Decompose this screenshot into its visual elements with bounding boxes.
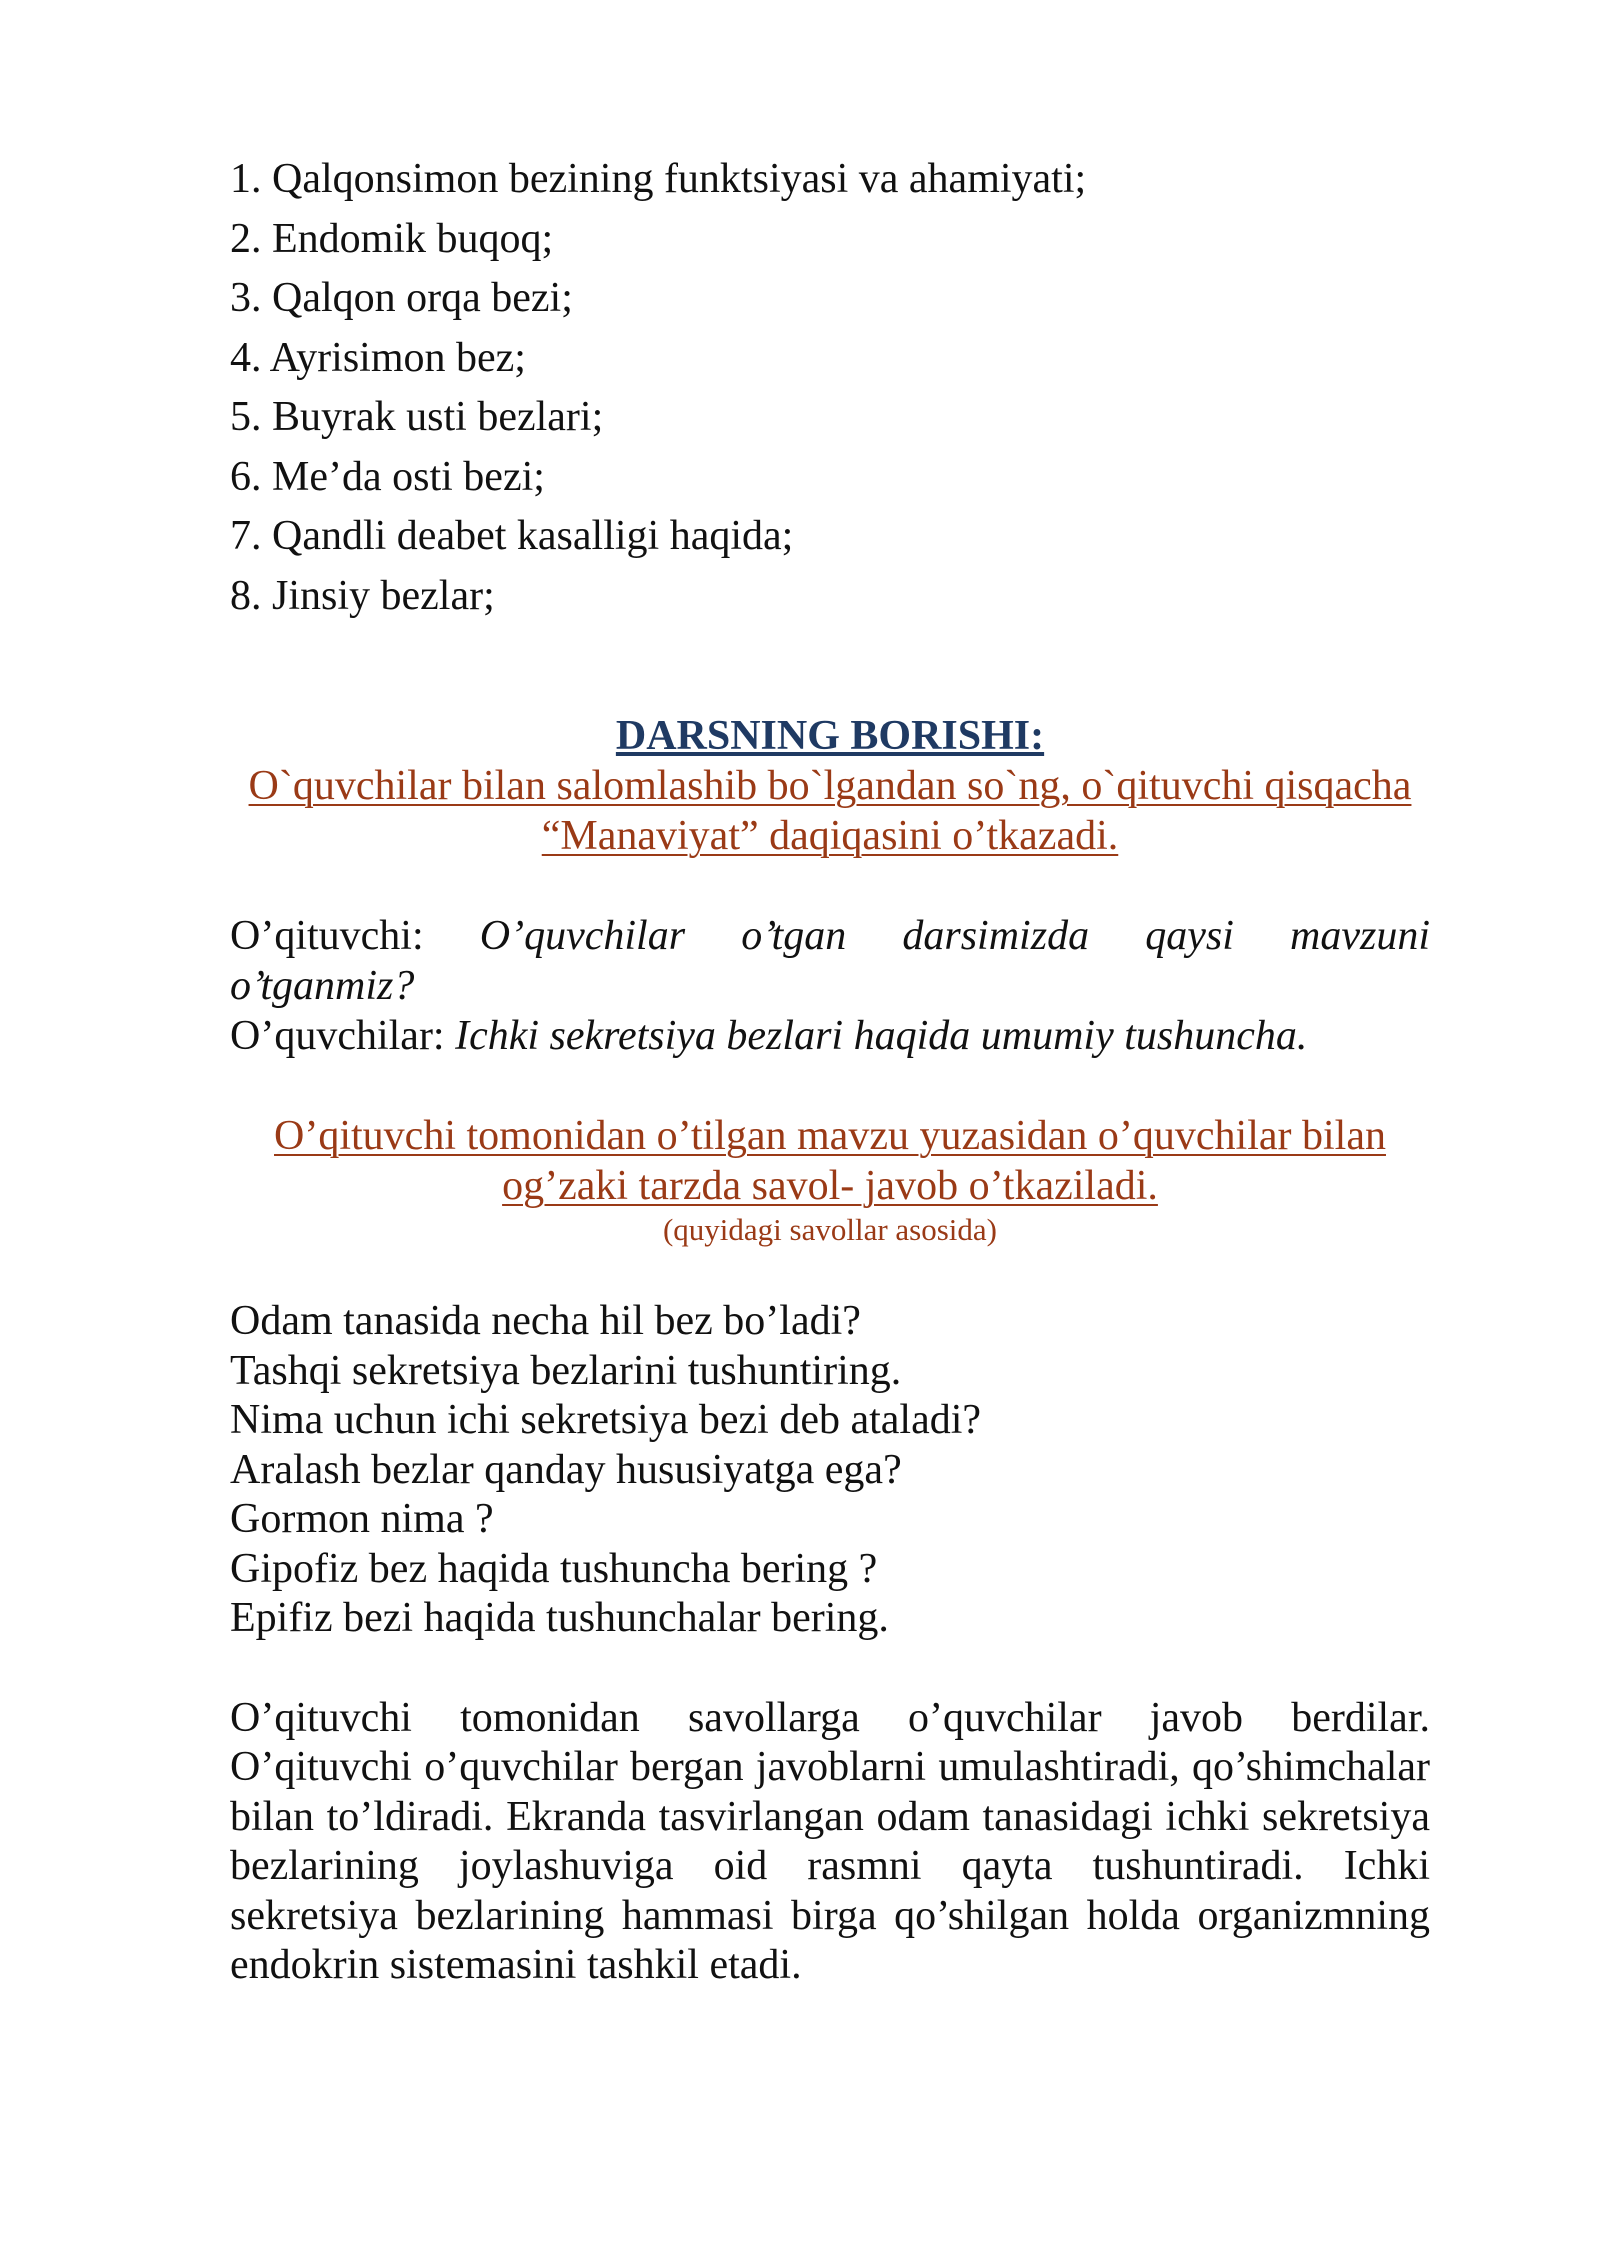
qa-note-line-1: O’qituvchi tomonidan o’tilgan mavzu yuzasidan o’quvchilar bilan bbox=[274, 1113, 1386, 1159]
topic-item-5: 5. Buyrak usti bezlari; bbox=[230, 394, 604, 440]
qa-note-line-2: og’zaki tarzda savol- javob o’tkaziladi. bbox=[502, 1163, 1158, 1209]
teacher-word: O’quvchilar bbox=[479, 913, 686, 959]
topic-item-6: 6. Me’da osti bezi; bbox=[230, 453, 545, 500]
topic-item-1: 1. Qalqonsimon bezining funktsiyasi va ahamiyati; bbox=[230, 156, 1087, 202]
dialog-block bbox=[230, 911, 1430, 1061]
intro-note-line-2: “Manaviyat” daqiqasini o’tkazadi. bbox=[541, 813, 1119, 859]
question-item-5: Gormon nima ? bbox=[230, 1496, 494, 1542]
closing-paragraph: O’qituvchi tomonidan savollarga o’quvchilar javob berdilar. O’qituvchi o’quvchilar bergan javoblarni umulashtiradi, qo’shimchalar bilan to’ldiradi. Ekranda tasvirlangan odam tanasidagi ichki sekretsiya bezlarining joylashuviga oid rasmni qayta tushuntiradi. Ichki sekretsiya bezlarining hammasi birga qo’shilgan holda organizmning endokrin sistemasini tashkil etadi. bbox=[230, 1694, 1430, 1988]
spacer bbox=[230, 861, 1430, 911]
topic-item-3: 3. Qalqon orqa bezi; bbox=[230, 275, 573, 321]
question-item-6: Gipofiz bez haqida tushuncha bering ? bbox=[230, 1545, 878, 1592]
question-item-3: Nima uchun ichi sekretsiya bezi deb ataladi? bbox=[230, 1397, 982, 1443]
teacher-question-line bbox=[230, 911, 1430, 961]
section-heading: DARSNING BORISHI: bbox=[615, 713, 1045, 759]
topic-list bbox=[230, 150, 1430, 626]
students-answer-line bbox=[230, 1011, 1430, 1061]
teacher-word: darsimizda bbox=[902, 913, 1090, 959]
topic-item-2: 2. Endomik buqoq; bbox=[230, 215, 554, 262]
students-answer: Ichki sekretsiya bezlari haqida umumiy tushuncha. bbox=[455, 1013, 1308, 1059]
question-item-1: Odam tanasida necha hil bez bo’ladi? bbox=[230, 1298, 861, 1344]
question-list bbox=[230, 1297, 1430, 1644]
intro-note bbox=[230, 761, 1430, 861]
question-item-7: Epifiz bezi haqida tushunchalar bering. bbox=[230, 1595, 889, 1641]
document-page bbox=[230, 150, 1430, 1991]
spacer bbox=[230, 1249, 1430, 1297]
qa-note-sub: (quyidagi savollar asosida) bbox=[662, 1212, 998, 1247]
teacher-word: mavzuni bbox=[1290, 913, 1430, 959]
teacher-question-tail: o’tganmiz? bbox=[230, 963, 415, 1009]
teacher-label: O’qituvchi: bbox=[230, 913, 424, 959]
question-item-2: Tashqi sekretsiya bezlarini tushuntiring. bbox=[230, 1347, 902, 1394]
students-label: O’quvchilar: bbox=[230, 1013, 445, 1059]
spacer bbox=[230, 1644, 1430, 1694]
topic-item-8: 8. Jinsiy bezlar; bbox=[230, 572, 495, 619]
teacher-word: qaysi bbox=[1145, 913, 1234, 959]
question-item-4: Aralash bezlar qanday hususiyatga ega? bbox=[230, 1446, 902, 1493]
teacher-word: o’tgan bbox=[741, 913, 847, 959]
qa-note bbox=[230, 1111, 1430, 1211]
intro-note-line-1: O`quvchilar bilan salomlashib bo`lgandan so`ng, o`qituvchi qisqacha bbox=[248, 763, 1412, 809]
topic-item-4: 4. Ayrisimon bez; bbox=[230, 334, 526, 381]
spacer bbox=[230, 1061, 1430, 1111]
topic-item-7: 7. Qandli deabet kasalligi haqida; bbox=[230, 513, 794, 559]
